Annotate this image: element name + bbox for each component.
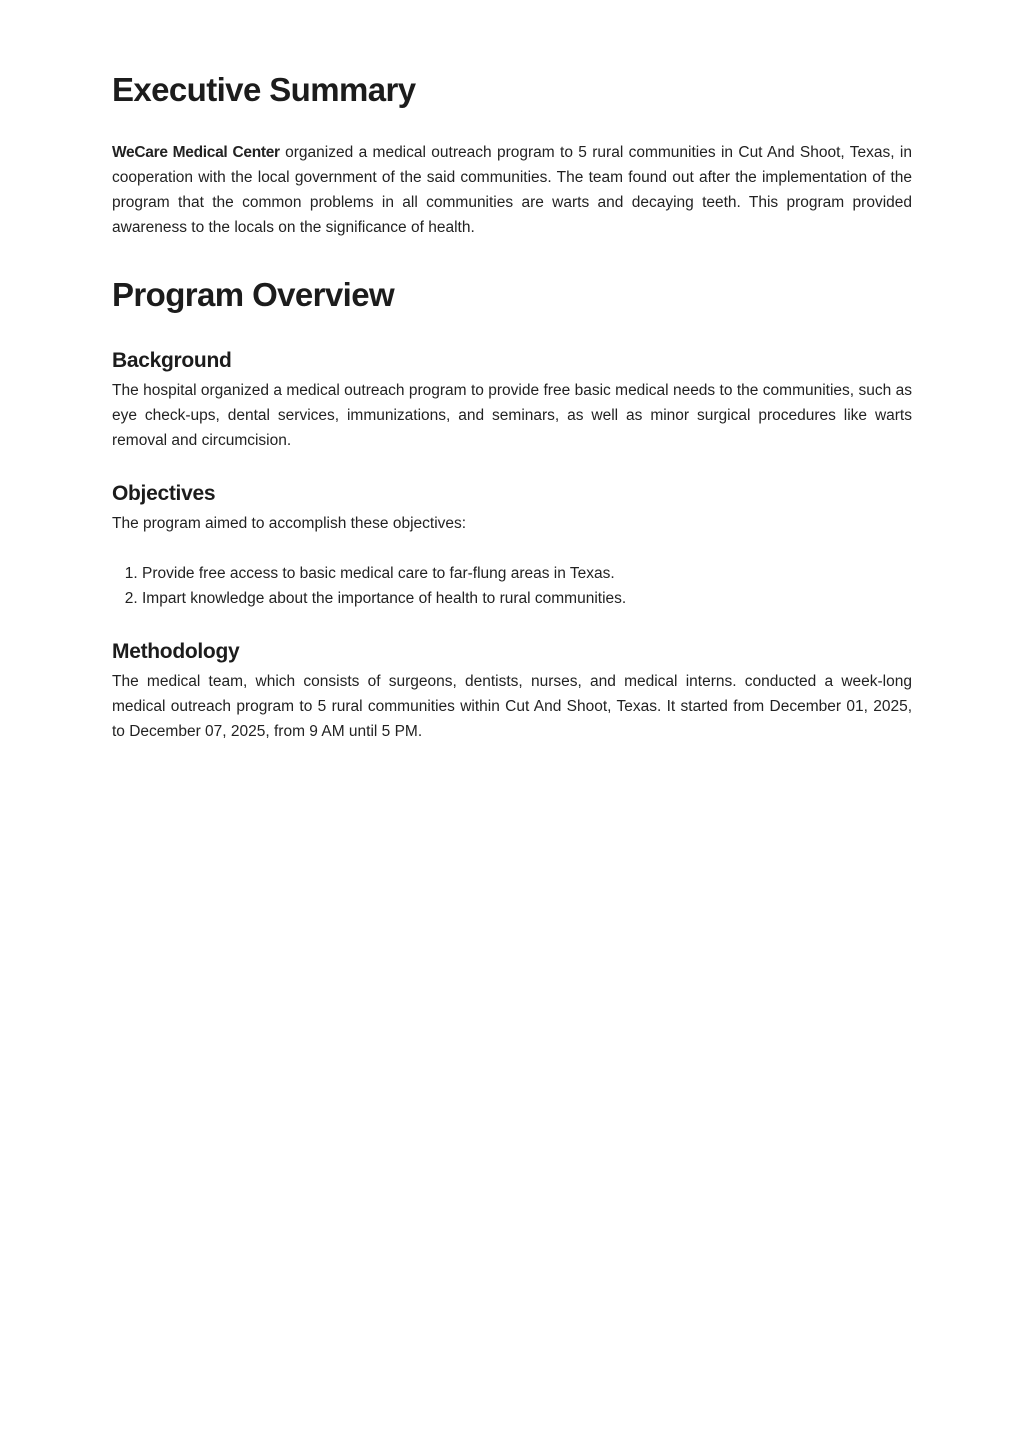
objectives-intro: The program aimed to accomplish these objectives: [112, 515, 467, 532]
background-heading: Background [112, 349, 232, 372]
objective-item: 1. Provide free access to basic medical care to far-flung areas in Texas. [142, 561, 942, 586]
methodology-heading: Methodology [112, 640, 240, 663]
organization-name: WeCare Medical Center [112, 144, 280, 161]
objective-item: 2. Impart knowledge about the importance of health to rural communities. [142, 586, 942, 611]
executive-summary-text: organized a medical outreach program to 5 rural communities in Cut And Shoot, Texas, in cooperation with the local government of the said communities. The team found out after the implementation of the program that the common problems in all communities are warts and decaying teeth. This program provided awareness to the locals on the significance of health. [112, 144, 912, 236]
methodology-paragraph: The medical team, which consists of surgeons, dentists, nurses, and medical interns. conducted a week-long medical outreach program to 5 rural communities within Cut And Shoot, Texas. It started from December 01, 2025, to December 07, 2025, from 9 AM until 5 PM. [112, 673, 912, 740]
background-paragraph: The hospital organized a medical outreach program to provide free basic medical needs to the communities, such as eye check-ups, dental services, immunizations, and seminars, as well as minor surgical procedures like warts removal and circumcision. [112, 382, 912, 449]
objectives-heading: Objectives [112, 482, 216, 505]
executive-summary-paragraph [112, 140, 912, 240]
objectives-list [112, 561, 942, 611]
program-overview-heading: Program Overview [112, 276, 395, 313]
executive-summary-heading: Executive Summary [112, 71, 416, 108]
